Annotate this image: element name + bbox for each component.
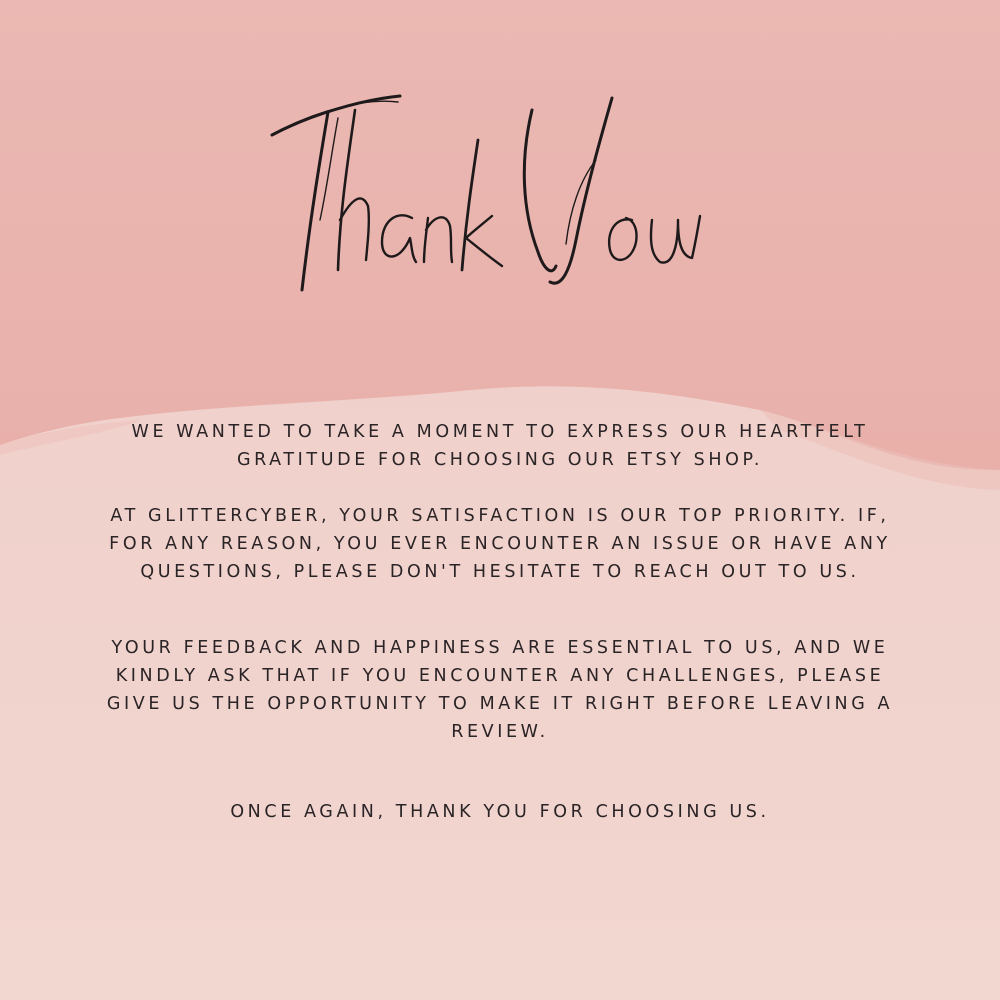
message-paragraph-1: WE WANTED TO TAKE A MOMENT TO EXPRESS OUR HEARTFELT GRATITUDE FOR CHOOSING OUR ETSY SHOP. (131, 422, 869, 470)
thank-you-heading (240, 70, 720, 310)
message-paragraph-3: YOUR FEEDBACK AND HAPPINESS ARE ESSENTIAL TO US, AND WE KINDLY ASK THAT IF YOU ENCOUNTER ANY CHALLENGES, PLEASE GIVE US THE OPPORTUNITY TO MAKE IT RIGHT BEFORE LEAVING A REVIEW. (106, 638, 894, 742)
message-paragraph-2: AT GLITTERCYBER, YOUR SATISFACTION IS OUR TOP PRIORITY. IF, FOR ANY REASON, YOU EVER ENCOUNTER AN ISSUE OR HAVE ANY QUESTIONS, PLEASE DON'T HESITATE TO REACH OUT TO US. (109, 506, 891, 582)
message-body (90, 418, 910, 826)
closing-line: ONCE AGAIN, THANK YOU FOR CHOOSING US. (230, 802, 770, 822)
